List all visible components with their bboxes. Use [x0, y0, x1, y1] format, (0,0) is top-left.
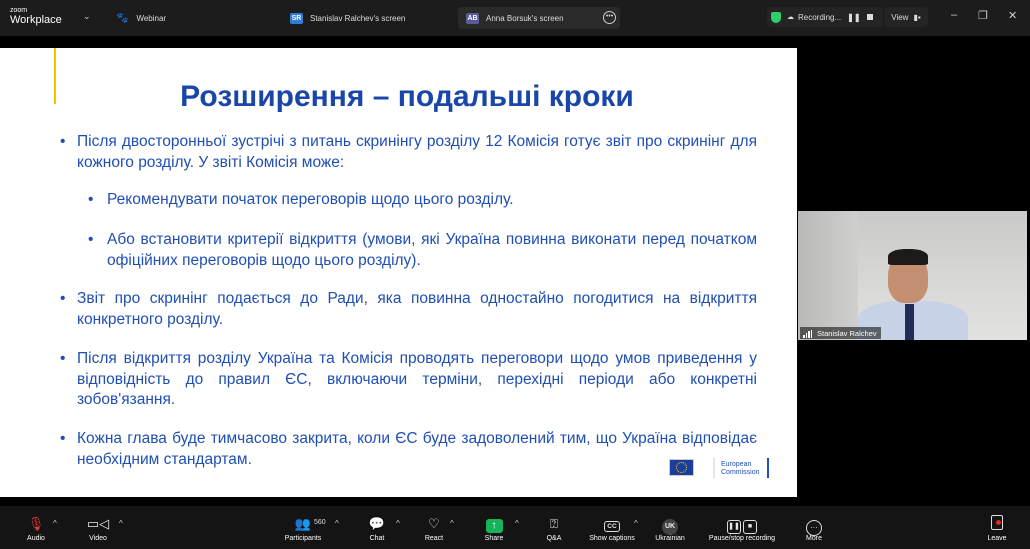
bullet-item: • Після двосторонньої зустрічі з питань скринінгу розділу 12 Комісія готує звіт про скринінг для кожного розділу. У звіті Комісія може: [60, 133, 757, 171]
react-button[interactable]: ♡ React [404, 515, 464, 542]
paw-icon: 🐾 [116, 12, 129, 24]
participant-video[interactable] [798, 211, 1027, 340]
title-bar [0, 0, 1030, 36]
leave-button[interactable]: Leave [967, 515, 1027, 542]
zoom-logo: zoom Workplace [10, 7, 62, 26]
view-button[interactable]: View ▮▪ [884, 7, 928, 27]
camera-icon: ▭◁ [86, 516, 110, 531]
european-commission-logo: European Commission [659, 456, 771, 480]
tab-anna-screen[interactable]: AB Anna Borsuk's screen [458, 7, 620, 29]
participants-options-chevron-icon[interactable]: ^ [335, 519, 339, 528]
minimize-icon[interactable]: – [951, 9, 958, 21]
tab-webinar[interactable]: 🐾 Webinar [116, 12, 167, 24]
bullet-item: • Після відкриття розділу Україна та Комісія проводять переговори щодо умов приведення у відповідність до правил ЄС, включаючи терміни, перехідні періоди або конкретні зобов'язання. [60, 350, 757, 408]
slide-title: Розширення – подальші кроки [180, 80, 634, 113]
sub-bullet-item: • Або встановити критерії відкриття (умови, які Україна повинна виконати перед початком офіційних переговорів щодо цього розділу). [88, 231, 757, 269]
participant-name-tag: Stanislav Ralchev [800, 327, 881, 339]
qa-button[interactable]: ⍰ Q&A [524, 515, 584, 542]
pause-recording-icon[interactable]: ❚❚ [847, 12, 861, 22]
chat-button[interactable]: 💬 Chat [347, 515, 407, 542]
captions-icon: CC [604, 521, 619, 532]
avatar-badge: AB [467, 14, 478, 22]
audio-options-chevron-icon[interactable]: ^ [53, 519, 57, 528]
pause-stop-recording-icon: ❚❚ ■ [726, 520, 758, 534]
muted-microphone-icon: 🎙 [27, 516, 45, 531]
share-options-chevron-icon[interactable]: ^ [515, 519, 519, 528]
chevron-down-icon[interactable]: ⌄ [83, 11, 91, 21]
show-captions-button[interactable]: CC Show captions [589, 523, 635, 542]
more-options-icon[interactable]: ••• [603, 11, 616, 24]
question-icon: ⍰ [550, 516, 558, 531]
shared-screen-slide [0, 48, 797, 497]
more-button[interactable]: … More [806, 521, 822, 542]
close-icon[interactable]: ✕ [1008, 10, 1018, 22]
recording-cloud-icon: ☁ [787, 14, 794, 21]
audio-button[interactable]: 🎙 Audio [6, 515, 66, 542]
shield-icon[interactable] [771, 12, 781, 23]
eu-flag-icon [669, 459, 694, 476]
bullet-item: • Звіт про скринінг подається до Ради, яка повинна одностайно погодитися на відкриття конкретного розділу. [60, 290, 757, 328]
language-badge-icon: UK [662, 519, 678, 535]
share-button[interactable]: ↑ Share [484, 520, 504, 542]
tab-stanislav-screen[interactable]: SR Stanislav Ralchev's screen [291, 13, 406, 23]
leave-door-icon [991, 515, 1003, 530]
chat-options-chevron-icon[interactable]: ^ [396, 519, 400, 528]
video-button[interactable]: ▭◁ Video [68, 515, 128, 542]
language-interpretation-button[interactable]: UK Ukrainian [640, 515, 700, 542]
pause-stop-recording-button[interactable]: ❚❚ ■ Pause/stop recording [700, 515, 784, 542]
more-icon: … [806, 520, 822, 536]
react-options-chevron-icon[interactable]: ^ [450, 519, 454, 528]
signal-strength-icon [803, 330, 813, 338]
participants-count: 560 [314, 519, 326, 526]
meeting-toolbar [0, 506, 1030, 549]
heart-icon: ♡ [428, 516, 440, 531]
recording-indicator: ☁ Recording... ❚❚ [767, 7, 883, 27]
sub-bullet-item: • Рекомендувати початок переговорів щодо цього розділу. [88, 191, 514, 208]
participants-button[interactable]: 👥 Participants [273, 515, 333, 542]
avatar-badge: SR [291, 14, 302, 22]
video-options-chevron-icon[interactable]: ^ [119, 519, 123, 528]
chat-bubble-icon: 💬 [368, 516, 386, 531]
captions-options-chevron-icon[interactable]: ^ [634, 519, 638, 528]
share-screen-icon: ↑ [486, 519, 503, 533]
view-layout-icon: ▮▪ [913, 12, 921, 22]
stop-recording-icon[interactable] [867, 14, 873, 20]
participants-icon: 👥 [294, 516, 312, 531]
bullet-item: • Кожна глава буде тимчасово закрита, коли ЄС буде задоволений тим, що Україна відповідає необхідним стандартам. [60, 430, 757, 468]
restore-icon[interactable]: ❐ [978, 10, 988, 22]
